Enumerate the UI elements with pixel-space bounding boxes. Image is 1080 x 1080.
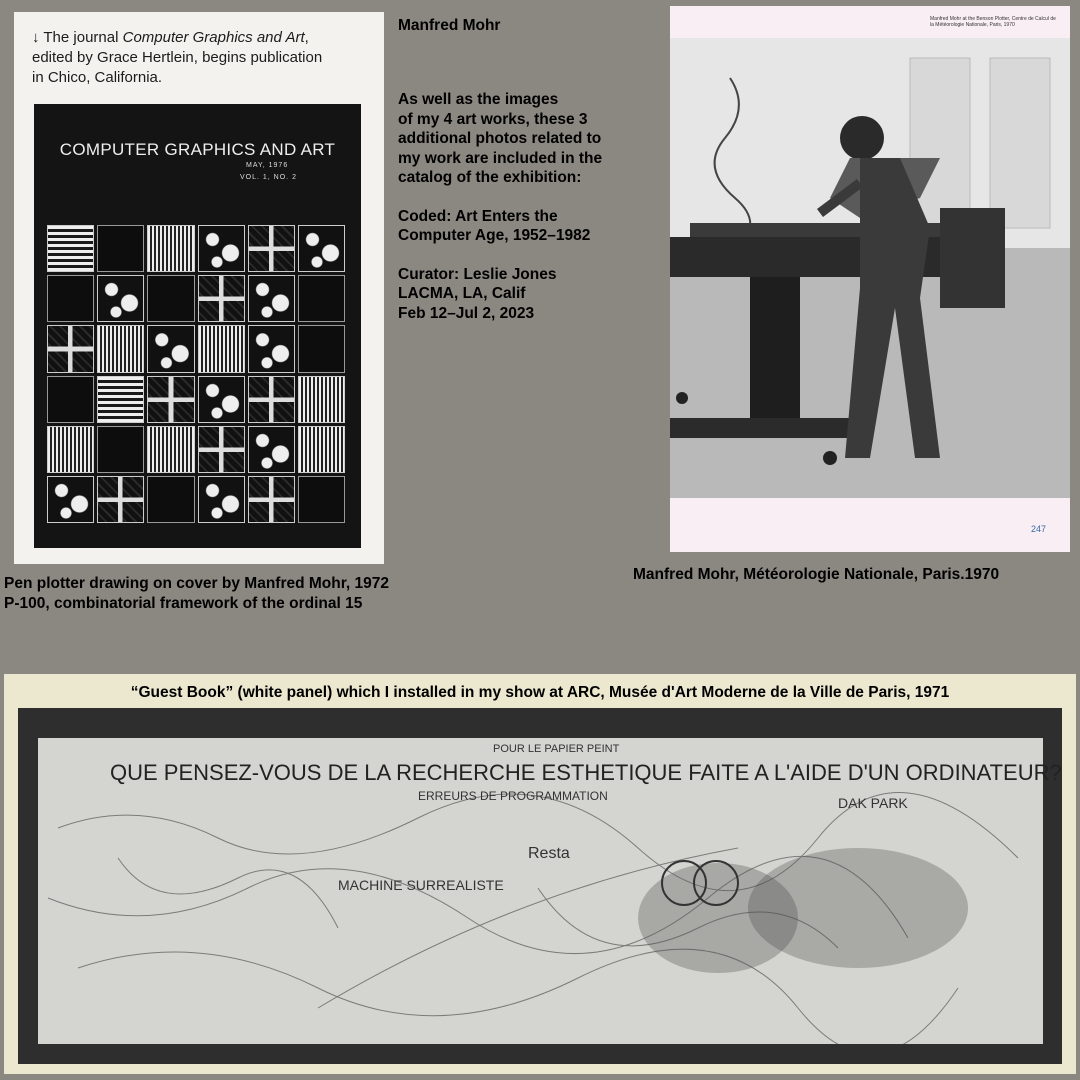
intro-journal-name: Computer Graphics and Art bbox=[122, 29, 305, 46]
plotter-tile bbox=[97, 376, 144, 423]
plotter-tile bbox=[248, 225, 295, 272]
plotter-tile bbox=[47, 476, 94, 523]
intro-line: in Chico, California. bbox=[32, 69, 163, 86]
intro-text: , bbox=[304, 29, 309, 46]
page-number: 247 bbox=[1030, 524, 1046, 534]
plotter-tile bbox=[97, 476, 144, 523]
guestbook-scrawl: DAK PARK bbox=[838, 795, 908, 811]
exhibition-line: Coded: Art Enters the bbox=[398, 207, 558, 225]
guestbook-headline: QUE PENSEZ-VOUS DE LA RECHERCHE ESTHETIQUE FAITE A L'AIDE D'UN ORDINATEUR? bbox=[110, 760, 1062, 785]
plotter-tile bbox=[47, 225, 94, 272]
plotter-tile bbox=[298, 325, 345, 372]
cover-caption-line: Pen plotter drawing on cover by Manfred Mohr, 1972 bbox=[4, 575, 389, 592]
catalog-line: of my 4 art works, these 3 bbox=[398, 110, 588, 128]
plotter-photo bbox=[670, 38, 1070, 498]
intro-line: edited by Grace Hertlein, begins publication bbox=[32, 49, 323, 66]
plotter-tile bbox=[147, 426, 194, 473]
plotter-tile bbox=[198, 376, 245, 423]
exhibition-line: Computer Age, 1952–1982 bbox=[398, 227, 591, 244]
plotter-tile bbox=[97, 275, 144, 322]
catalog-line: additional photos related to bbox=[398, 130, 602, 147]
plotter-tile bbox=[47, 426, 94, 473]
plotter-tile bbox=[298, 376, 345, 423]
plotter-tile bbox=[147, 325, 194, 372]
plotter-tile bbox=[198, 476, 245, 523]
plotter-tile bbox=[248, 376, 295, 423]
photo-page bbox=[670, 6, 1070, 552]
cover-date: MAY, 1976 bbox=[246, 162, 289, 169]
plotter-tile bbox=[97, 225, 144, 272]
plotter-tile bbox=[248, 476, 295, 523]
plotter-tile bbox=[248, 275, 295, 322]
guestbook-scrawl: Resta bbox=[528, 845, 570, 862]
journal-page bbox=[14, 12, 384, 564]
guestbook-panel bbox=[4, 674, 1076, 1074]
plotter-drawing-grid bbox=[47, 225, 345, 523]
plotter-tile bbox=[198, 426, 245, 473]
photo-small-caption: Manfred Mohr at the Benson Plotter, Centre de Calcul de la Météorologie Nationale, Paris, 1970 bbox=[930, 16, 1056, 28]
plotter-tile bbox=[47, 376, 94, 423]
plotter-tile bbox=[47, 275, 94, 322]
plotter-tile bbox=[248, 325, 295, 372]
cover-caption bbox=[4, 574, 389, 614]
plotter-tile bbox=[47, 325, 94, 372]
plotter-tile bbox=[198, 325, 245, 372]
journal-intro bbox=[32, 28, 372, 88]
curator-line: Feb 12–Jul 2, 2023 bbox=[398, 304, 535, 322]
cover-volume: VOL. 1, NO. 2 bbox=[240, 174, 297, 181]
journal-cover bbox=[34, 104, 361, 548]
plotter-tile bbox=[298, 426, 345, 473]
curator-line: LACMA, LA, Calif bbox=[398, 285, 526, 302]
plotter-tile bbox=[147, 376, 194, 423]
plotter-tile bbox=[298, 225, 345, 272]
artist-name: Manfred Mohr bbox=[398, 17, 501, 34]
plotter-tile bbox=[248, 426, 295, 473]
plotter-tile bbox=[97, 325, 144, 372]
plotter-tile bbox=[147, 275, 194, 322]
catalog-line: my work are included in the bbox=[398, 149, 603, 167]
down-arrow-icon: ↓ bbox=[32, 29, 40, 46]
catalog-note bbox=[398, 90, 602, 342]
guestbook-caption: “Guest Book” (white panel) which I installed in my show at ARC, Musée d'Art Moderne de la Ville de Paris, 1971 bbox=[130, 684, 950, 701]
guestbook-scrawl: MACHINE SURREALISTE bbox=[338, 877, 504, 893]
cover-title: COMPUTER GRAPHICS AND ART bbox=[59, 140, 336, 159]
plotter-tile bbox=[298, 275, 345, 322]
plotter-tile bbox=[147, 225, 194, 272]
plotter-tile bbox=[198, 275, 245, 322]
photo-caption: Manfred Mohr, Météorologie Nationale, Paris.1970 bbox=[633, 566, 1000, 583]
guestbook-scrawl: POUR LE PAPIER PEINT bbox=[493, 743, 620, 755]
guestbook-photo bbox=[18, 708, 1062, 1064]
plotter-tile bbox=[147, 476, 194, 523]
intro-text: The journal bbox=[39, 29, 123, 46]
plotter-tile bbox=[97, 426, 144, 473]
guestbook-scrawl: ERREURS DE PROGRAMMATION bbox=[418, 789, 608, 803]
cover-caption-line: P-100, combinatorial framework of the ordinal 15 bbox=[4, 595, 363, 612]
catalog-line: catalog of the exhibition: bbox=[398, 169, 582, 186]
plotter-tile bbox=[198, 225, 245, 272]
curator-line: Curator: Leslie Jones bbox=[398, 265, 557, 283]
plotter-tile bbox=[298, 476, 345, 523]
catalog-line: As well as the images bbox=[398, 91, 559, 108]
